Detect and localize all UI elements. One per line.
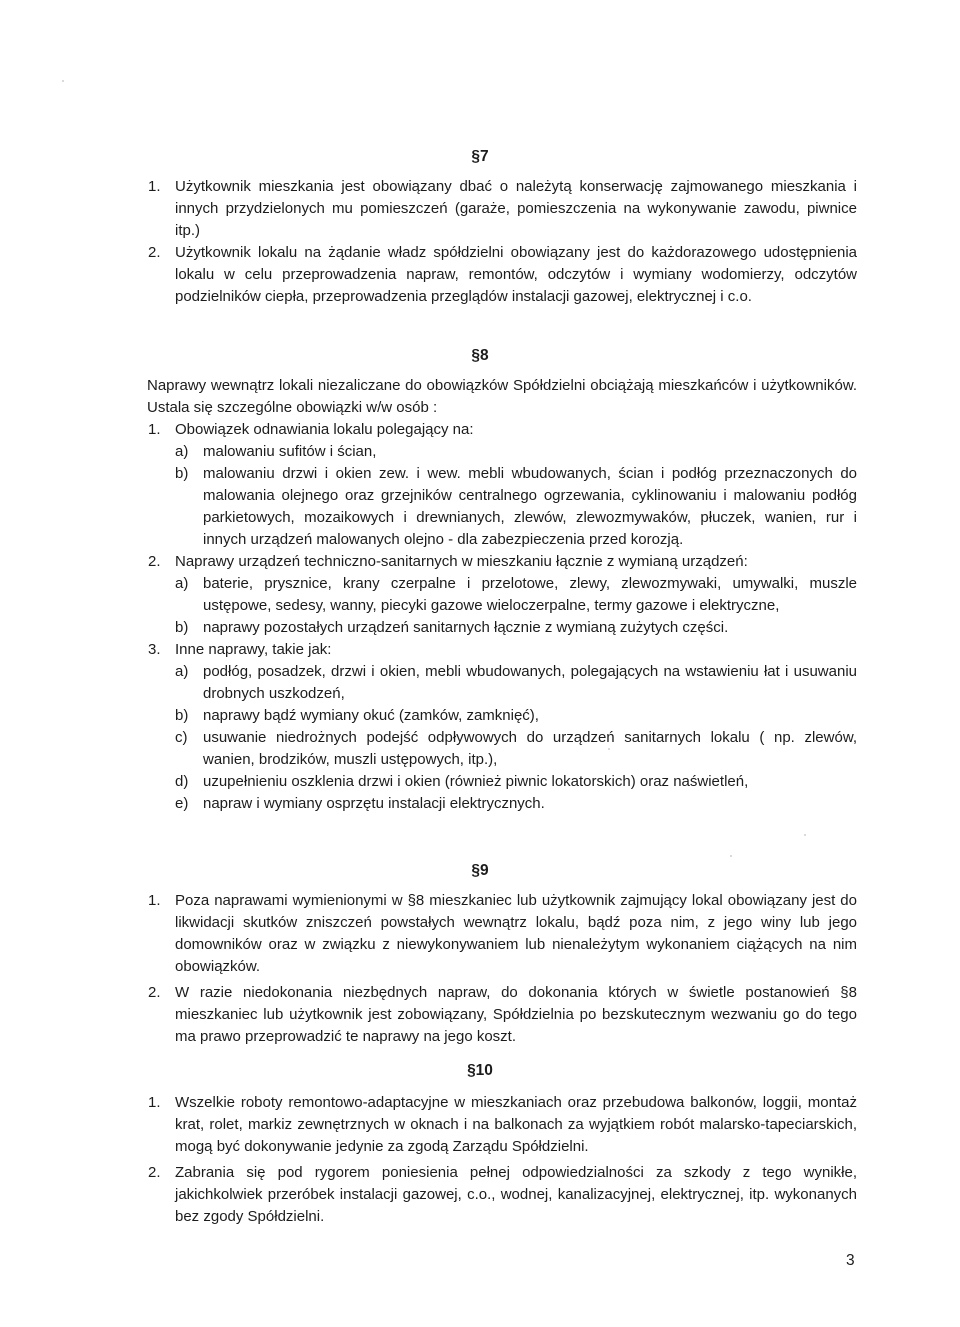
item-number: 2. [148,1164,161,1181]
section-8-item-1 [148,419,857,441]
item-number: 2. [148,984,161,1001]
sub-label: a) [175,575,189,592]
sub-text: malowaniu sufitów i ścian, [203,443,377,460]
scan-speck [608,748,610,750]
sub-label: b) [175,707,189,724]
section-8-heading: §8 [471,347,489,364]
item-text: Zabrania się pod rygorem poniesienia pełnej odpowiedzialności za szkody z tego wynikłe, jakichkolwiek przeróbek instalacji gazowej, c.o., wodnej, kanalizacyjnej, elektrycznej, itp. wykonanych bez zgody Spółdzielni. [175,1164,857,1225]
section-8-item-3-a [146,661,857,705]
scan-speck [62,80,64,82]
section-7-heading: §7 [471,148,489,165]
section-8-list [148,419,857,815]
scan-speck [804,834,806,836]
section-7-item-2 [148,242,857,308]
section-8-item-1-a [146,441,857,463]
sub-text: naprawy bądź wymiany okuć (zamków, zamknięć), [203,707,539,724]
section-8-item-3-b [146,705,857,727]
item-text: Obowiązek odnawiania lokalu polegający na: [175,421,474,438]
section-8-item-3 [148,639,857,661]
item-text: Użytkownik mieszkania jest obowiązany dbać o należytą konserwację zajmowanego mieszkania i innych przydzielonych mu pomieszczeń (garaże, pomieszczenia na wykonywanie zawodu, piwnice itp.) [175,178,857,239]
item-number: 1. [148,421,161,438]
item-number: 1. [148,1094,161,1111]
sub-label: b) [175,465,189,482]
section-10-item-1 [148,1092,857,1158]
section-9-heading: §9 [471,862,489,879]
section-7-item-1 [148,176,857,242]
item-number: 2. [148,244,161,261]
sub-label: a) [175,663,189,680]
section-10-body [148,1092,857,1228]
item-text: Naprawy urządzeń techniczno-sanitarnych w mieszkaniu łącznie z wymianą urządzeń: [175,553,748,570]
section-8-item-2-a [146,573,857,617]
sub-text: napraw i wymiany osprzętu instalacji elektrycznych. [203,795,545,812]
section-8-item-3-c [146,727,857,771]
sub-text: baterie, prysznice, krany czerpalne i przelotowe, zlewy, zlewozmywaki, umywalki, muszle ustępowe, sedesy, wanny, piecyki gazowe wieloczerpalne, termy gazowe i elektryczne, [203,575,857,614]
section-10-item-2 [148,1162,857,1228]
item-number: 2. [148,553,161,570]
scan-speck [730,855,732,857]
item-text: W razie niedokonania niezbędnych napraw, do dokonania których w świetle postanowień §8 mieszkaniec lub użytkownik jest zobowiązany, Spółdzielnia po bezskutecznym wezwaniu go do tego ma prawo przeprowadzić te naprawy na jego koszt. [175,984,857,1045]
sub-label: c) [175,729,188,746]
sub-text: uzupełnieniu oszklenia drzwi i okien (również piwnic lokatorskich) oraz naświetleń, [203,773,749,790]
section-8-item-2 [148,551,857,573]
sub-text: malowaniu drzwi i okien zew. i wew. mebli wbudowanych, ścian i podłóg przeznaczonych do malowania olejnego oraz grzejników centralnego ogrzewania, cyklinowaniu i malowaniu podłóg parkietowych, mozaikowych i drewnianych, zlewów, zlewozmywaków, płuczek, wanien, rur i innych urządzeń malowanych olejno - dla zabezpieczenia przed korozją. [203,465,857,548]
sub-text: naprawy pozostałych urządzeń sanitarnych łącznie z wymianą zużytych części. [203,619,729,636]
sub-text: podłóg, posadzek, drzwi i okien, mebli wbudowanych, polegających na wstawieniu łat i usuwaniu drobnych uszkodzeń, [203,663,857,702]
section-8-intro: Naprawy wewnątrz lokali niezaliczane do obowiązków Spółdzielni obciążają mieszkańców i użytkowników. Ustala się szczególne obowiązki w/w osób : [147,377,857,416]
section-8-item-3-e [146,793,857,815]
item-text: Użytkownik lokalu na żądanie władz spółdzielni obowiązany jest do każdorazowego udostępnienia lokalu w celu przeprowadzenia napraw, remontów, odczytów i wymiany wodomierzy, odczytów podzielników ciepła, przeprowadzenia przeglądów instalacji gazowej, elektrycznej i c.o. [175,244,857,305]
section-9-body [148,890,857,1048]
item-number: 1. [148,178,161,195]
item-number: 1. [148,892,161,909]
sub-label: e) [175,795,189,812]
item-number: 3. [148,641,161,658]
sub-text: usuwanie niedrożnych podejść odpływowych do urządzeń sanitarnych lokalu ( np. zlewów, wanien, brodzików, muszli ustępowych, itp.), [203,729,857,768]
section-9-item-1 [148,890,857,978]
section-9-item-2 [148,982,857,1048]
section-8-item-3-d [146,771,857,793]
sub-label: b) [175,619,189,636]
item-text: Poza naprawami wymienionymi w §8 mieszkaniec lub użytkownik zajmujący lokal obowiązany jest do likwidacji skutków zniszczeń powstałych wewnątrz lokalu, bądź poza nim, z jego winy lub jego domowników oraz w związku z niewykonywaniem lub nienależytym wykonaniem ciążących na nim obowiązków. [175,892,857,975]
sub-label: d) [175,773,189,790]
section-8-body [147,375,857,419]
section-8-item-1-b [146,463,857,551]
item-text: Wszelkie roboty remontowo-adaptacyjne w mieszkaniach oraz przebudowa balkonów, loggii, montaż krat, rolet, markiz zewnętrznych w oknach i na balkonach za wyjątkiem robót malarsko-tapeciarskich, mogą być dokonywanie jedynie za zgodą Zarządu Spółdzielni. [175,1094,857,1155]
sub-label: a) [175,443,189,460]
page-number: 3 [846,1252,855,1269]
item-text: Inne naprawy, takie jak: [175,641,332,658]
section-8-item-2-b [146,617,857,639]
section-7-body [148,176,857,308]
section-10-heading: §10 [467,1062,493,1079]
